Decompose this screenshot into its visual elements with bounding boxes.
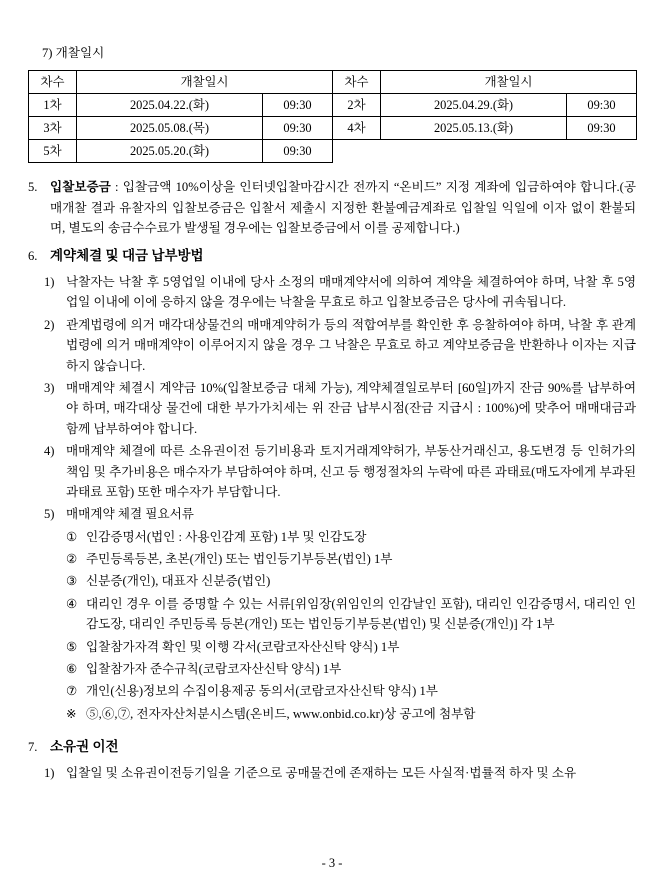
- cell-time: 09:30: [263, 94, 333, 117]
- doc-text: 인감증명서(법인 : 사용인감계 포함) 1부 및 인감도장: [86, 529, 367, 544]
- doc-marker: ⑤: [66, 639, 78, 654]
- item-marker: 2): [44, 317, 55, 332]
- item-text: 매매계약 체결 필요서류: [66, 507, 194, 522]
- cell-time: 09:30: [263, 117, 333, 140]
- cell-date: 2025.05.20.(화): [77, 140, 263, 163]
- item-marker: 5): [44, 507, 55, 522]
- doc-marker: ①: [66, 529, 78, 544]
- section-5-marker: 5.: [28, 180, 38, 195]
- document-item-2: [28, 549, 636, 569]
- table-row: [29, 140, 637, 163]
- section-5-title: 입찰보증금: [50, 180, 111, 195]
- section-7-item-1: [28, 763, 636, 783]
- section-6-item-4: [28, 441, 636, 502]
- section-5-body: [50, 177, 636, 238]
- doc-marker: ⑦: [66, 684, 78, 699]
- section-7-heading: [28, 737, 636, 761]
- doc-text: 입찰참가자격 확인 및 이행 각서(코람코자산신탁 양식) 1부: [86, 639, 400, 654]
- footnote-text: ⑤,⑥,⑦, 전자자산처분시스템(온비드, www.onbid.co.kr)상 공고에 첨부함: [86, 706, 476, 721]
- cell-round: 1차: [29, 94, 77, 117]
- cell-empty: [567, 140, 637, 163]
- section-6-item-2: [28, 315, 636, 376]
- cell-empty: [333, 140, 381, 163]
- section-5-text: : 입찰금액 10%이상을 인터넷입찰마감시간 전까지 “온비드” 지정 계좌에 입금하여야 합니다.(공매개찰 결과 유찰자의 입찰보증금은 입찰서 제출시 지정한 환불예금계좌로 입찰일 익일에 이자 없이 환불되며, 별도의 송금수수료가 발생될 경우에는 입찰보증금에서 이를 공제합니다.): [50, 180, 636, 236]
- item-marker: 1): [44, 765, 55, 780]
- cell-round: 3차: [29, 117, 77, 140]
- footnote-marker: ※: [66, 706, 77, 721]
- cell-date: 2025.05.13.(화): [381, 117, 567, 140]
- item-marker: 3): [44, 380, 55, 395]
- section-6-title: 계약체결 및 대금 납부방법: [50, 248, 204, 264]
- document-item-1: [28, 527, 636, 547]
- schedule-heading: 7) 개찰일시: [42, 46, 105, 60]
- item-text: 매매계약 체결시 계약금 10%(입찰보증금 대체 가능), 계약체결일로부터 [60일]까지 잔금 90%를 납부하여야 하며, 매각대상 물건에 대한 부가가치세는 위 잔금 납부시점(잔금 지급시 : 100%)에 맞추어 매매대금과 함께 납부하여야 합니다.: [66, 380, 636, 436]
- item-text: 낙찰자는 낙찰 후 5영업일 이내에 당사 소정의 매매계약서에 의하여 계약을 체결하여야 하며, 낙찰 후 5영업일 이내에 이에 응하지 않을 경우에는 낙찰을 무효로 하고 입찰보증금은 당사에 귀속됩니다.: [66, 274, 636, 310]
- section-7-marker: 7.: [28, 740, 38, 755]
- doc-text: 신분증(개인), 대표자 신분증(법인): [86, 574, 271, 589]
- table-row: [29, 117, 637, 140]
- page-content: [28, 44, 636, 785]
- cell-round: 5차: [29, 140, 77, 163]
- section-6-item-3: [28, 378, 636, 439]
- item-text: 입찰일 및 소유권이전등기일을 기준으로 공매물건에 존재하는 모든 사실적·법률적 하자 및 소유: [66, 765, 577, 780]
- auction-schedule-table: [28, 70, 637, 163]
- header-round-right: 차수: [333, 71, 381, 94]
- cell-round: 4차: [333, 117, 381, 140]
- section-5: [28, 177, 636, 238]
- item-marker: 4): [44, 444, 55, 459]
- section-6-item-5: [28, 504, 636, 524]
- doc-marker: ⑥: [66, 662, 78, 677]
- cell-empty: [381, 140, 567, 163]
- section-6-heading: [28, 246, 636, 270]
- cell-date: 2025.04.29.(화): [381, 94, 567, 117]
- doc-text: 입찰참가자 준수규칙(코람코자산신탁 양식) 1부: [86, 662, 342, 677]
- section-6-item-1: [28, 272, 636, 313]
- cell-time: 09:30: [567, 117, 637, 140]
- doc-text: 대리인 경우 이를 증명할 수 있는 서류[위임장(위임인의 인감날인 포함), 대리인 인감증명서, 대리인 인감도장, 대리인 주민등록 등본(개인) 또는 법인등기부등본(법인) 및 신분증(개인)] 각 1부: [86, 596, 636, 632]
- section-6-footnote: [28, 704, 636, 724]
- section-7-title: 소유권 이전: [50, 739, 119, 755]
- cell-round: 2차: [333, 94, 381, 117]
- doc-text: 주민등록등본, 초본(개인) 또는 법인등기부등본(법인) 1부: [86, 552, 393, 567]
- header-date-left: 개찰일시: [77, 71, 333, 94]
- document-item-3: [28, 571, 636, 591]
- page-number: - 3 -: [321, 856, 343, 870]
- section-6-marker: 6.: [28, 249, 38, 264]
- document-item-6: [28, 659, 636, 679]
- cell-time: 09:30: [567, 94, 637, 117]
- document-item-7: [28, 681, 636, 701]
- document-item-4: [28, 594, 636, 635]
- header-round-left: 차수: [29, 71, 77, 94]
- table-header-row: [29, 71, 637, 94]
- header-date-right: 개찰일시: [381, 71, 637, 94]
- doc-marker: ②: [66, 552, 78, 567]
- cell-date: 2025.05.08.(목): [77, 117, 263, 140]
- cell-time: 09:30: [263, 140, 333, 163]
- item-text: 매매계약 체결에 따른 소유권이전 등기비용과 토지거래계약허가, 부동산거래신고, 용도변경 등 인허가의 책임 및 추가비용은 매수자가 부담하여야 하며, 신고 등 행정절차의 누락에 따른 과태료(매도자에게 부과된 과태료 포함) 또한 매수자가 부담합니다.: [66, 444, 636, 499]
- document-item-5: [28, 637, 636, 657]
- doc-marker: ④: [66, 596, 78, 611]
- doc-text: 개인(신용)정보의 수집이용제공 동의서(코람코자산신탁 양식) 1부: [86, 684, 438, 699]
- item-text: 관계법령에 의거 매각대상물건의 매매계약허가 등의 적합여부를 확인한 후 응찰하여야 하며, 낙찰 후 관계법령에 의거 매매계약이 이루어지지 않을 경우 그 낙찰은 무효로 하고 계약보증금을 반환하나 이자는 지급하지 않습니다.: [66, 317, 636, 373]
- doc-marker: ③: [66, 574, 78, 589]
- table-row: [29, 94, 637, 117]
- item-marker: 1): [44, 274, 55, 289]
- cell-date: 2025.04.22.(화): [77, 94, 263, 117]
